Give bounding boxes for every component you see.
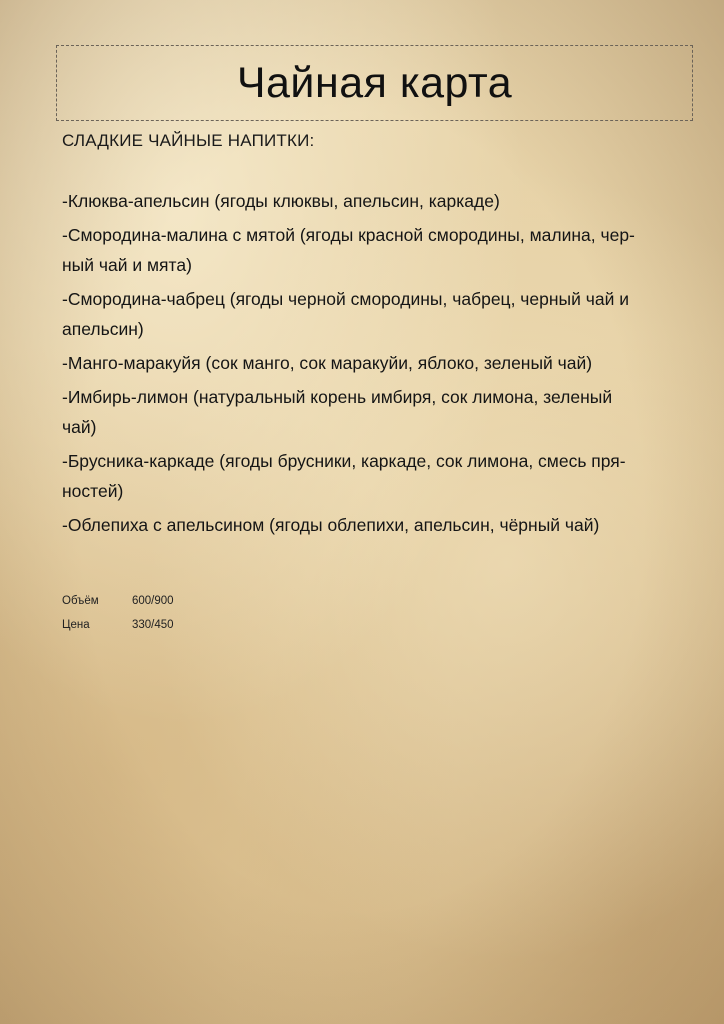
item-text: -Смородина-чабрец (ягоды черной смородины, чабрец, черный чай и xyxy=(62,289,630,309)
item-text-continued: ностей) xyxy=(62,481,124,501)
volume-value: 600/900 xyxy=(132,595,174,607)
item-text: -Манго-маракуйя (сок манго, сок маракуйи, яблоко, зеленый чай) xyxy=(62,353,593,373)
volume-label: Объём xyxy=(62,595,99,607)
item-text: -Имбирь-лимон (натуральный корень имбиря, сок лимона, зеленый xyxy=(62,387,613,407)
list-item xyxy=(62,348,682,378)
list-item xyxy=(62,382,682,442)
price-row xyxy=(62,613,174,637)
price-details xyxy=(62,589,174,637)
list-item xyxy=(62,510,682,540)
list-item xyxy=(62,186,682,216)
page-title: Чайная карта xyxy=(236,58,513,107)
list-item xyxy=(62,220,682,280)
title-frame xyxy=(56,45,693,121)
list-item xyxy=(62,446,682,506)
section-heading: СЛАДКИЕ ЧАЙНЫЕ НАПИТКИ: xyxy=(62,131,315,150)
price-value: 330/450 xyxy=(132,619,174,631)
item-text: -Облепиха с апельсином (ягоды облепихи, апельсин, чёрный чай) xyxy=(62,515,600,535)
item-text: -Клюква-апельсин (ягоды клюквы, апельсин, каркаде) xyxy=(62,191,500,211)
item-text-continued: апельсин) xyxy=(62,319,144,339)
list-item xyxy=(62,284,682,344)
item-text: -Брусника-каркаде (ягоды брусники, каркаде, сок лимона, смесь пря- xyxy=(62,451,626,471)
volume-row xyxy=(62,589,174,613)
item-text: -Смородина-малина с мятой (ягоды красной смородины, малина, чер- xyxy=(62,225,635,245)
item-text-continued: ный чай и мята) xyxy=(62,255,192,275)
price-label: Цена xyxy=(62,619,90,631)
item-text-continued: чай) xyxy=(62,417,97,437)
tea-list xyxy=(62,186,682,544)
